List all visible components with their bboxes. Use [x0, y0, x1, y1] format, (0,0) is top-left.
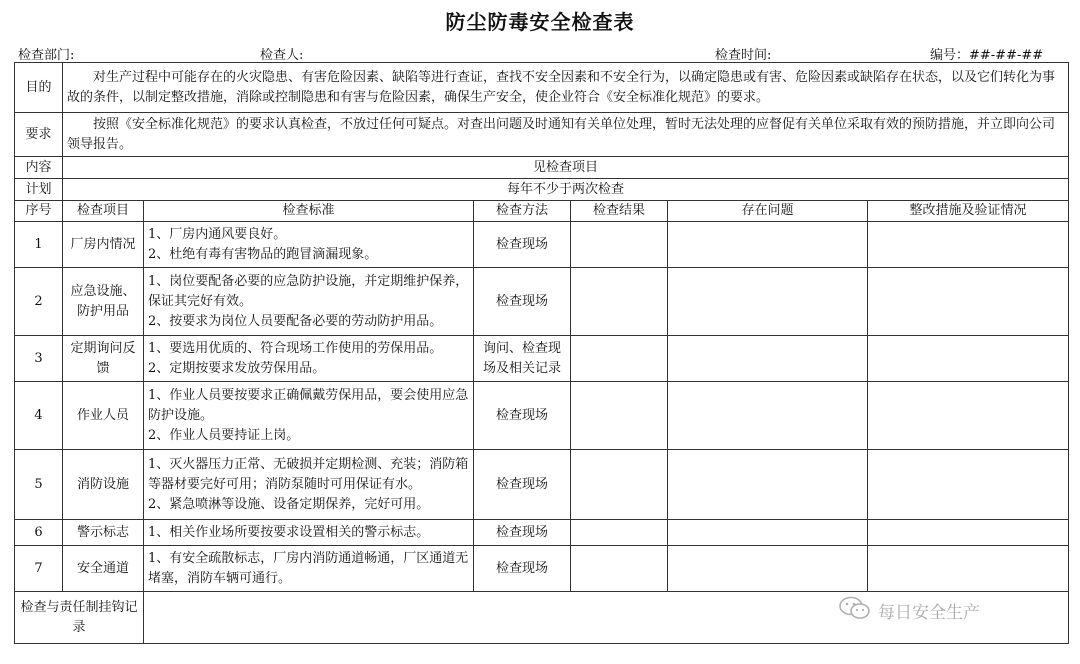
criteria-line: 2、作业人员要持证上岗。 [148, 427, 300, 443]
row-criteria [144, 520, 474, 546]
purpose-row [15, 63, 1069, 113]
row-criteria [144, 546, 474, 592]
requirement-row [15, 113, 1069, 157]
row-item: 警示标志 [63, 520, 144, 546]
plan-row [15, 179, 1069, 201]
criteria-line: 2、按要求为岗位人员要配备必要的劳动防护用品。 [148, 313, 443, 329]
row-rectification-cell[interactable] [868, 382, 1069, 450]
row-method: 检查现场 [474, 450, 571, 520]
criteria-line: 1、岗位要配备必要的应急防护设施，并定期维护保养，保证其完好有效。 [148, 273, 469, 309]
row-number: 4 [15, 382, 63, 450]
row-problems-cell[interactable] [668, 520, 868, 546]
row-result-cell[interactable] [571, 336, 668, 382]
row-problems-cell[interactable] [668, 382, 868, 450]
header-criteria: 检查标准 [144, 201, 474, 222]
row-method: 检查现场 [474, 520, 571, 546]
row-item: 作业人员 [63, 382, 144, 450]
row-method: 询问、检查现场及相关记录 [474, 336, 571, 382]
row-problems-cell[interactable] [668, 450, 868, 520]
purpose-label: 目的 [15, 63, 63, 113]
row-problems-cell[interactable] [668, 222, 868, 268]
row-result-cell[interactable] [571, 382, 668, 450]
serial-number-label: 编号：##-##-## [930, 48, 1044, 63]
table-row [15, 520, 1069, 546]
row-item: 消防设施 [63, 450, 144, 520]
criteria-line: 1、厂房内通风要良好。 [148, 226, 287, 242]
criteria-line: 1、相关作业场所要按要求设置相关的警示标志。 [148, 524, 430, 540]
row-method: 检查现场 [474, 546, 571, 592]
inspector-label: 检查人: [260, 48, 304, 63]
row-method: 检查现场 [474, 222, 571, 268]
header-row [15, 201, 1069, 222]
row-result-cell[interactable] [571, 268, 668, 336]
criteria-line: 2、杜绝有毒有害物品的跑冒滴漏现象。 [148, 246, 378, 262]
row-item: 厂房内情况 [63, 222, 144, 268]
header-result: 检查结果 [571, 201, 668, 222]
criteria-line: 1、要选用优质的、符合现场工作使用的劳保用品。 [148, 340, 443, 356]
purpose-text: 对生产过程中可能存在的火灾隐患、有害危险因素、缺陷等进行查证，查找不安全因素和不安全行为，以确定隐患或有害、危险因素或缺陷存在状态，以及它们转化为事故的条件，以制定整改措施，消除或控制隐患和有害与危险因素，确保生产安全，使企业符合《安全标准化规范》的要求。 [63, 63, 1069, 113]
row-result-cell[interactable] [571, 546, 668, 592]
row-criteria [144, 222, 474, 268]
watermark [838, 596, 980, 625]
row-result-cell[interactable] [571, 222, 668, 268]
row-criteria [144, 382, 474, 450]
criteria-line: 2、定期按要求发放劳保用品。 [148, 360, 326, 376]
table-row [15, 336, 1069, 382]
header-method: 检查方法 [474, 201, 571, 222]
row-number: 3 [15, 336, 63, 382]
plan-value: 每年不少于两次检查 [63, 179, 1069, 201]
row-problems-cell[interactable] [668, 336, 868, 382]
table-row [15, 268, 1069, 336]
plan-label: 计划 [15, 179, 63, 201]
row-number: 5 [15, 450, 63, 520]
row-criteria [144, 336, 474, 382]
row-item: 安全通道 [63, 546, 144, 592]
table-row [15, 450, 1069, 520]
criteria-line: 2、紧急喷淋等设施、设备定期保养，完好可用。 [148, 496, 430, 512]
row-criteria [144, 450, 474, 520]
table-row [15, 546, 1069, 592]
row-result-cell[interactable] [571, 450, 668, 520]
table-row [15, 222, 1069, 268]
row-method: 检查现场 [474, 268, 571, 336]
criteria-line: 1、灭火器压力正常、无破损并定期检测、充装；消防箱等器材要完好可用；消防泵随时可用保证有水。 [148, 456, 469, 492]
watermark-text: 每日安全生产 [878, 603, 980, 623]
row-number: 2 [15, 268, 63, 336]
wechat-icon [838, 596, 878, 625]
table-row [15, 382, 1069, 450]
inspection-time-label: 检查时间: [715, 48, 772, 63]
row-method: 检查现场 [474, 382, 571, 450]
row-problems-cell[interactable] [668, 546, 868, 592]
content-label: 内容 [15, 157, 63, 179]
criteria-line: 1、作业人员要按要求正确佩戴劳保用品，要会使用应急防护设施。 [148, 387, 469, 423]
row-item: 应急设施、防护用品 [63, 268, 144, 336]
header-problems: 存在问题 [668, 201, 868, 222]
row-rectification-cell[interactable] [868, 222, 1069, 268]
requirement-text: 按照《安全标准化规范》的要求认真检查，不放过任何可疑点。对查出问题及时通知有关单位处理，暂时无法处理的应督促有关单位采取有效的预防措施，并立即向公司领导报告。 [63, 113, 1069, 157]
row-problems-cell[interactable] [668, 268, 868, 336]
row-result-cell[interactable] [571, 520, 668, 546]
row-criteria [144, 268, 474, 336]
row-number: 6 [15, 520, 63, 546]
page-title: 防尘防毒安全检查表 [445, 10, 635, 34]
criteria-line: 1、有安全疏散标志，厂房内消防通道畅通，厂区通道无堵塞，消防车辆可通行。 [148, 550, 469, 586]
row-rectification-cell[interactable] [868, 546, 1069, 592]
header-no: 序号 [15, 201, 63, 222]
row-rectification-cell[interactable] [868, 450, 1069, 520]
inspection-department-label: 检查部门: [18, 48, 75, 63]
inspection-table [14, 62, 1069, 644]
content-value: 见检查项目 [63, 157, 1069, 179]
content-row [15, 157, 1069, 179]
header-rectification: 整改措施及验证情况 [868, 201, 1069, 222]
responsibility-record-label: 检查与责任制挂钩记录 [15, 592, 144, 644]
row-number: 1 [15, 222, 63, 268]
row-rectification-cell[interactable] [868, 268, 1069, 336]
row-rectification-cell[interactable] [868, 520, 1069, 546]
row-number: 7 [15, 546, 63, 592]
requirement-label: 要求 [15, 113, 63, 157]
header-item: 检查项目 [63, 201, 144, 222]
row-rectification-cell[interactable] [868, 336, 1069, 382]
row-item: 定期询问反馈 [63, 336, 144, 382]
